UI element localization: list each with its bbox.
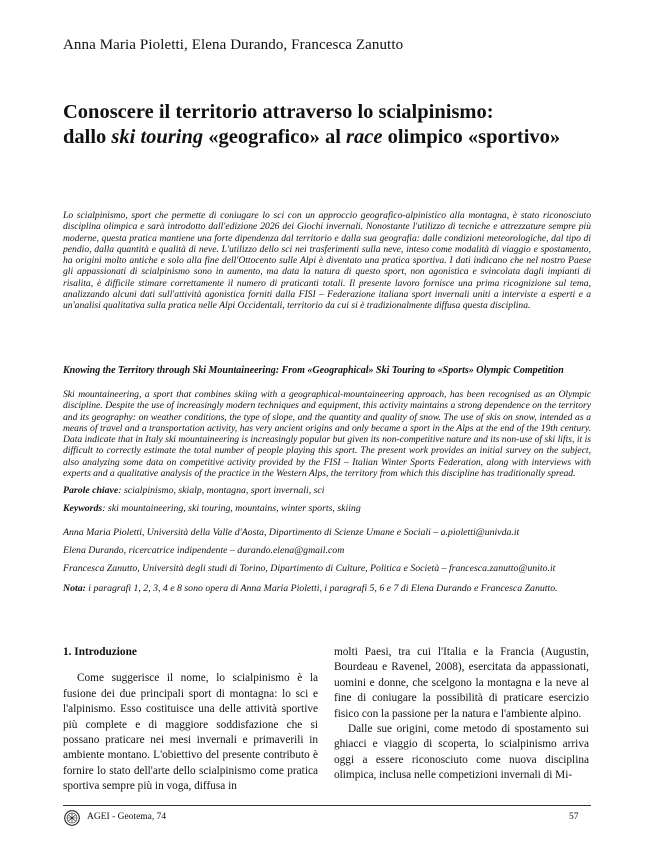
section-title: 1. Introduzione (63, 646, 137, 658)
keywords-english: Keywords: ski mountaineering, ski touring, mountains, winter sports, skiing (63, 503, 361, 514)
abstract-italian: Lo scialpinismo, sport che permette di coniugare lo sci con un approccio geografico-alpinistico alla montagna, è stato riconosciuto disciplina olimpica e sarà introdotto dall'edizione 2026 dei Giochi invernali. Nonostante l'utilizzo di tecniche e attrezzature sempre più moderne, questa pratica mantiene una forte dipendenza dal territorio e dalla sua geografia: dalle condizioni meteorologiche, dal tipo di pendio, dalla quantità e qualità di neve. L'utilizzo dello sci nei trasferimenti sulla neve, inteso come modalità di viaggio e spostamento, ha origini molto antiche e solo alla fine dell'Ottocento sulle Alpi è diventato una pratica sportiva. I dati indicano che nel nostro Paese gli appassionati di scialpinismo sono in aumento, ma data la natura di questo sport, non agonistica e svincolata dagli impianti di risalita, è difficile stimare correttamente il numero di praticanti totali. Il presente lavoro fornisce una prima ricognizione sul tema, analizzando alcuni dati sull'attività agonistica forniti dalla FISI – Federazione italiana sport invernali uniti a interviste a esperti e a un'analisi qualitativa sulla pratica nelle Alpi Occidentali, territorio da cui si è tradizionalmente diffusa questa disciplina. (63, 210, 591, 312)
affiliation-pioletti: Anna Maria Pioletti, Università della Valle d'Aosta, Dipartimento di Scienze Umane e Sociali – a.pioletti@univda.it (63, 527, 520, 538)
authorship-note: Nota: i paragrafi 1, 2, 3, 4 e 8 sono opera di Anna Maria Pioletti, i paragrafi 5, 6 e 7 di Elena Durando e Francesca Zanutto. (63, 583, 558, 594)
body-paragraph: molti Paesi, tra cui l'Italia e la Francia (Augustin, Bourdeau e Ravenel, 2008), esercitata da appassionati, uomini e donne, che scelgono la montagna e la neve al fine di coniugare la possibilità di praticare esercizio fisico con la passione per la natura e l'ambiente alpino. (334, 646, 589, 720)
authors: Anna Maria Pioletti, Elena Durando, Francesca Zanutto (63, 37, 404, 53)
affiliation-durando: Elena Durando, ricercatrice indipendente – durando.elena@gmail.com (63, 545, 345, 556)
page-number: 57 (569, 812, 579, 822)
body-paragraph: Come suggerisce il nome, lo scialpinismo è la fusione dei due principali sport di montagna: lo sci e l'alpinismo. Esso costituisce una delle attività sportive più complete e di maggiore soddisfazione che si possano praticare nei mesi invernali e primaverili in ambiente montano. L'obiettivo del presente contributo è fornire lo stato dell'arte dello scialpinismo come pratica sportiva sempre più in voga, diffusa in (63, 672, 318, 793)
abstract-english: Ski mountaineering, a sport that combines skiing with a geographical-mountaineering approach, has been recognised as an Olympic discipline. Despite the use of increasingly modern techniques and equipment, this activity maintains a strong dependence on the territory and its geography: on weather conditions, the type of slope, and the quantity and quality of snow. The use of skis on snow, intended as a means of travel and a transportation activity, has very ancient origins and only became a sport in the Alps at the end of the 19th century. Data indicate that in Italy ski mountaineering is increasingly popular but given its non-competitive nature and its non-use of ski lifts, it is difficult to correctly estimate the total number of people playing this sport. The present work provides an initial survey on the subject, also analyzing some data on competitive activity provided by the FISI – Italian Winter Sports Federation, along with interviews with experts and a qualitative analysis of the practice in the Western Alps, the territory from which this discipline has traditionally spread. (63, 389, 591, 480)
agei-logo-icon (64, 810, 80, 826)
title-line-1: Conoscere il territorio attraverso lo scialpinismo: (63, 101, 494, 123)
footer-journal: AGEI - Geotema, 74 (87, 812, 167, 822)
body-column-left (63, 645, 318, 795)
body-column-right (334, 645, 589, 784)
abstract-english-title: Knowing the Territory through Ski Mountaineering: From «Geographical» Ski Touring to «Sports» Olympic Competition (63, 365, 564, 376)
footer-divider (63, 805, 591, 806)
body-paragraph: Dalle sue origini, come metodo di spostamento sui ghiacci e viaggio di scoperta, lo scialpinismo arriva oggi a essere riconosciuto come nuova disciplina olimpica, inclusa nelle competizioni invernali di Mi- (334, 723, 589, 782)
keywords-italian: Parole chiave: scialpinismo, skialp, montagna, sport invernali, sci (63, 485, 325, 496)
paper-title: Conoscere il territorio attraverso lo scialpinismo: dallo ski touring «geografico» al race olimpico «sportivo» (63, 101, 561, 148)
affiliation-zanutto: Francesca Zanutto, Università degli studi di Torino, Dipartimento di Culture, Politica e Società – francesca.zanutto@unito.it (63, 563, 556, 574)
